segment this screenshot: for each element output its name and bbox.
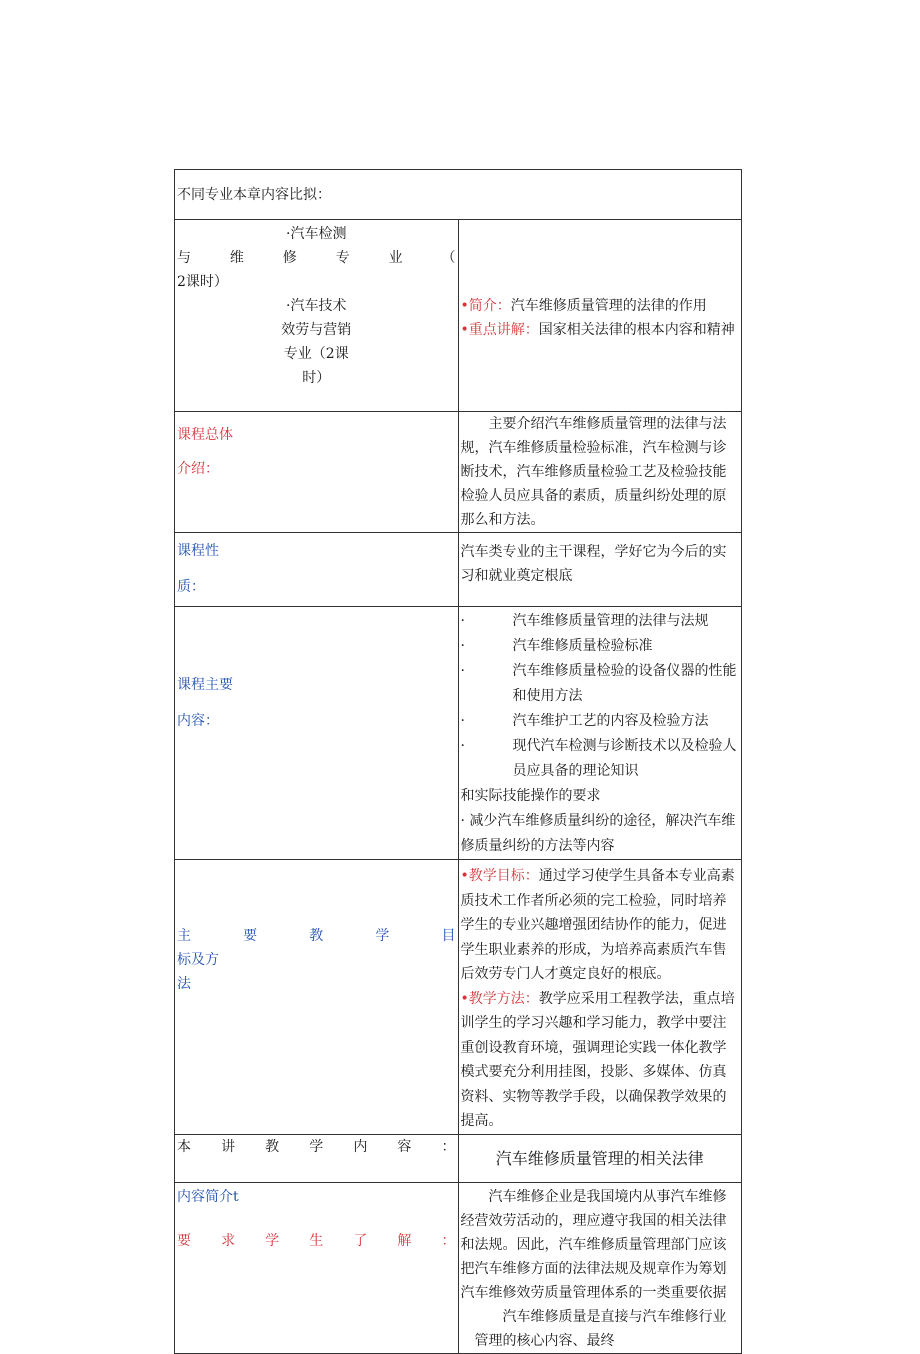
nature-label-line-1: 课程性 xyxy=(177,543,219,559)
lecture-label: 本讲教学内容： xyxy=(177,1138,456,1155)
content-item-text: 汽车维护工艺的内容及检验方法 xyxy=(512,713,709,729)
major-line: 专业（2课 xyxy=(283,346,349,362)
content-item xyxy=(461,659,740,709)
summary-label-line-1: 内容简介t xyxy=(177,1188,239,1205)
bullet-icon: · xyxy=(460,638,465,654)
goals-label-line-1: 主要教学目 xyxy=(177,928,456,944)
key-text: 国家相关法律的根本内容和精神 xyxy=(538,322,735,338)
major-line: 时） xyxy=(302,370,331,386)
intro-line xyxy=(461,294,740,318)
key-line xyxy=(461,318,740,342)
goals-label-line-3: 法 xyxy=(177,976,191,992)
nature-text: 汽车类专业的主干课程，学好它为今后的实习和就业奠定根底 xyxy=(460,544,727,584)
bullet-icon: · xyxy=(460,713,465,729)
summary-label-line-2: 要求学生了解： xyxy=(177,1232,456,1249)
summary-label-cell xyxy=(175,1182,459,1353)
content-row xyxy=(175,607,742,860)
lecture-title-cell xyxy=(458,1134,742,1182)
method-head: •教学方法： xyxy=(460,990,539,1007)
content-item-text: 汽车维修质量检验标准 xyxy=(512,638,653,654)
content-item-continuation: 和实际技能操作的要求 xyxy=(460,788,601,804)
overview-label-line-1: 课程总体 xyxy=(177,427,233,443)
goals-row xyxy=(175,860,742,1135)
nature-label-cell xyxy=(175,533,459,607)
content-item-text: 现代汽车检测与诊断技术以及检验人员应具备的理论知识 xyxy=(512,738,737,779)
summary-row xyxy=(175,1182,742,1353)
summary-text-cell xyxy=(458,1182,742,1353)
goal-paragraph xyxy=(461,864,740,987)
content-item-text: 汽车维修质量管理的法律与法规 xyxy=(512,613,709,629)
major-line: 与维修专业（ xyxy=(177,250,456,266)
overview-text: 主要介绍汽车维修质量管理的法律与法规，汽车维修质量检验标准，汽车检测与诊断技术，汽车维修质量检验工艺及检验技能检验人员应具备的素质，质量纠纷处理的原那么和方法。 xyxy=(460,416,727,528)
content-list-cell xyxy=(458,607,742,860)
goals-label-cell xyxy=(175,860,459,1135)
major-line: ·汽车检测 xyxy=(286,226,347,242)
lecture-title: 汽车维修质量管理的相关法律 xyxy=(495,1148,704,1168)
method-text: 教学应采用工程教学法，重点培训学生的学习兴趣和学习能力，教学中要注重创设教育环境，强调理论实践一体化教学模式要充分利用挂图，投影、多媒体、仿真资料、实物等教学手段，以确保教学效果的提高。 xyxy=(460,990,735,1129)
majors-row xyxy=(175,220,742,412)
majors-cell xyxy=(175,220,459,412)
major-line: 2课时） xyxy=(177,274,228,290)
overview-text-cell xyxy=(458,412,742,533)
compare-header-cell xyxy=(175,170,742,220)
overview-label-cell xyxy=(175,412,459,533)
document-table-wrapper xyxy=(174,169,742,1354)
method-paragraph xyxy=(461,987,740,1134)
goals-label-line-2: 标及方 xyxy=(177,952,219,968)
compare-header-text: 不同专业本章内容比拟： xyxy=(177,187,331,203)
major-line: 效劳与营销 xyxy=(281,322,352,338)
goals-text-cell xyxy=(458,860,742,1135)
summary-text: 汽车维修企业是我国境内从事汽车维修经营效劳活动的，理应遵守我国的相关法律和法规。因此，汽车维修质量管理部门应该把汽车维修方面的法律法规及规章作为筹划汽车维修效劳质量管理体系的一类重要依据 xyxy=(460,1188,727,1301)
content-item xyxy=(461,634,740,659)
content-label-line-1: 课程主要 xyxy=(177,677,233,693)
summary-text-2: 汽车维修质量是直接与汽车维修行业管理的核心内容、最终 xyxy=(474,1308,727,1349)
goal-text: 通过学习使学生具备本专业高素质技术工作者所必须的完工检验，同时培养学生的专业兴趣增强团结协作的能力，促进学生职业素养的形成，为培养高素质汽车售后效劳专门人才奠定良好的根底。 xyxy=(460,868,735,982)
nature-text-cell xyxy=(458,533,742,607)
bullet-icon: · xyxy=(460,663,465,679)
content-item-last: · 减少汽车维修质量纠纷的途径，解决汽车维修质量纠纷的方法等内容 xyxy=(460,813,736,854)
intro-text: 汽车维修质量管理的法律的作用 xyxy=(510,298,707,314)
key-label: •重点讲解： xyxy=(460,322,539,338)
bullet-icon: · xyxy=(460,738,465,754)
intro-label: •简介： xyxy=(460,298,511,314)
intro-key-cell xyxy=(458,220,742,412)
lesson-plan-table xyxy=(174,169,742,1354)
overview-row xyxy=(175,412,742,533)
overview-label-line-2: 介绍： xyxy=(177,461,219,477)
compare-header-row xyxy=(175,170,742,220)
goal-head: •教学目标： xyxy=(460,868,539,884)
content-label-cell xyxy=(175,607,459,860)
content-label-line-2: 内容： xyxy=(177,713,219,729)
content-item xyxy=(461,609,740,634)
majors-list xyxy=(177,222,456,390)
lecture-label-cell xyxy=(175,1134,459,1182)
content-item xyxy=(461,709,740,734)
bullet-icon: · xyxy=(460,613,465,629)
content-item xyxy=(461,734,740,784)
major-line: ·汽车技术 xyxy=(286,298,347,314)
lecture-row xyxy=(175,1134,742,1182)
content-item-text: 汽车维修质量检验的设备仪器的性能和使用方法 xyxy=(512,663,737,704)
nature-row xyxy=(175,533,742,607)
nature-label-line-2: 质： xyxy=(177,579,205,595)
